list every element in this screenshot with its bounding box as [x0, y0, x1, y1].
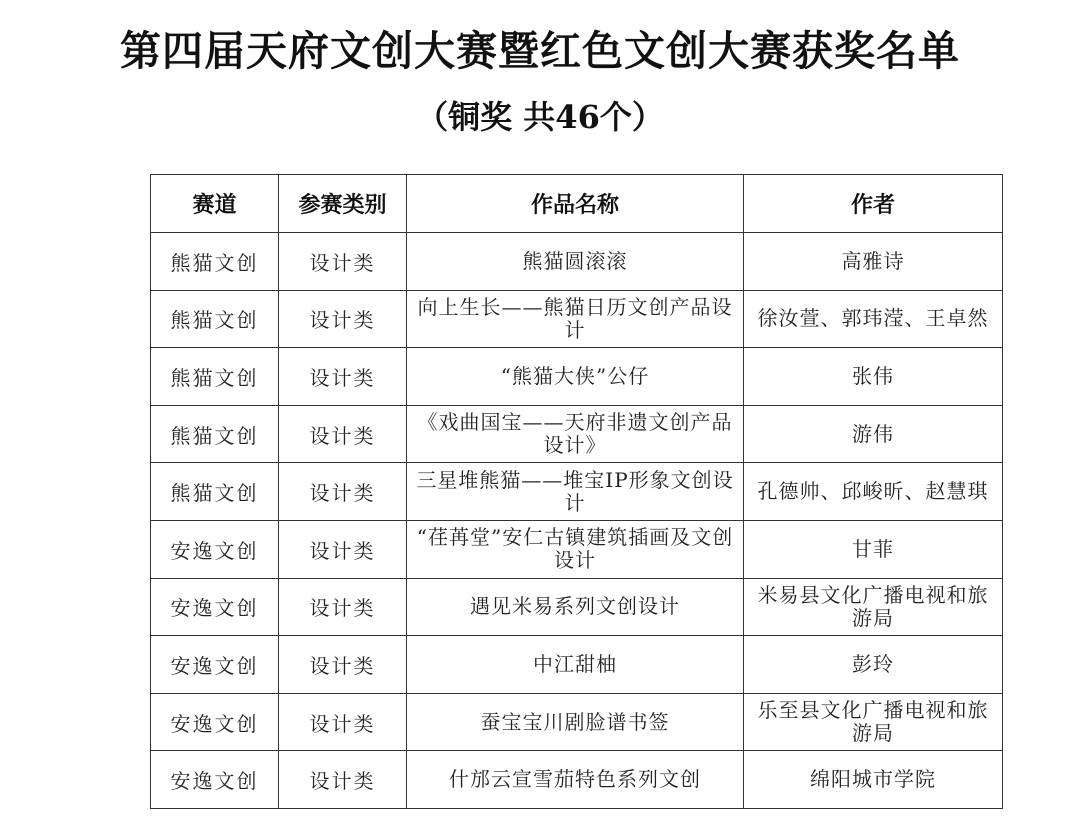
cell-category: 设计类 [279, 520, 407, 578]
document-subtitle: （铜奖 共46个） [416, 98, 664, 136]
document-title: 第四届天府文创大赛暨红色文创大赛获奖名单 [120, 27, 960, 75]
table-row [151, 693, 1003, 751]
table-header-row [151, 175, 1003, 233]
table-row [151, 348, 1003, 406]
cell-track: 熊猫文创 [151, 290, 279, 348]
cell-category: 设计类 [279, 751, 407, 809]
cell-author: 绵阳城市学院 [744, 751, 1003, 809]
cell-track: 熊猫文创 [151, 348, 279, 406]
cell-author: 高雅诗 [744, 233, 1003, 291]
cell-author: 米易县文化广播电视和旅游局 [744, 578, 1003, 636]
cell-track: 安逸文创 [151, 636, 279, 694]
cell-work: 三星堆熊猫——堆宝IP形象文创设计 [407, 463, 744, 521]
cell-author: 游伟 [744, 405, 1003, 463]
cell-category: 设计类 [279, 290, 407, 348]
cell-track: 安逸文创 [151, 693, 279, 751]
table-row [151, 578, 1003, 636]
table-row [151, 636, 1003, 694]
header-author: 作者 [744, 175, 1003, 233]
cell-work: “熊猫大侠”公仔 [407, 348, 744, 406]
table-row [151, 290, 1003, 348]
cell-work: 蚕宝宝川剧脸谱书签 [407, 693, 744, 751]
award-table [150, 174, 1003, 809]
cell-work: 向上生长——熊猫日历文创产品设计 [407, 290, 744, 348]
table-row [151, 233, 1003, 291]
cell-author: 张伟 [744, 348, 1003, 406]
cell-track: 安逸文创 [151, 578, 279, 636]
table-row [151, 405, 1003, 463]
cell-work: “荏苒堂”安仁古镇建筑插画及文创设计 [407, 520, 744, 578]
header-category: 参赛类别 [279, 175, 407, 233]
cell-work: 遇见米易系列文创设计 [407, 578, 744, 636]
header-work: 作品名称 [407, 175, 744, 233]
cell-author: 彭玲 [744, 636, 1003, 694]
cell-author: 徐汝萱、郭玮滢、王卓然 [744, 290, 1003, 348]
table-row [151, 751, 1003, 809]
cell-category: 设计类 [279, 578, 407, 636]
table-row [151, 520, 1003, 578]
cell-track: 熊猫文创 [151, 405, 279, 463]
cell-category: 设计类 [279, 348, 407, 406]
cell-author: 乐至县文化广播电视和旅游局 [744, 693, 1003, 751]
cell-category: 设计类 [279, 636, 407, 694]
cell-author: 孔德帅、邱峻昕、赵慧琪 [744, 463, 1003, 521]
cell-author: 甘菲 [744, 520, 1003, 578]
cell-track: 安逸文创 [151, 520, 279, 578]
cell-category: 设计类 [279, 463, 407, 521]
cell-category: 设计类 [279, 405, 407, 463]
cell-category: 设计类 [279, 693, 407, 751]
cell-work: 中江甜柚 [407, 636, 744, 694]
cell-category: 设计类 [279, 233, 407, 291]
cell-track: 熊猫文创 [151, 463, 279, 521]
header-track: 赛道 [151, 175, 279, 233]
cell-work: 什邡云宣雪茄特色系列文创 [407, 751, 744, 809]
cell-track: 安逸文创 [151, 751, 279, 809]
cell-work: 《戏曲国宝——天府非遗文创产品设计》 [407, 405, 744, 463]
table-row [151, 463, 1003, 521]
cell-track: 熊猫文创 [151, 233, 279, 291]
cell-work: 熊猫圆滚滚 [407, 233, 744, 291]
